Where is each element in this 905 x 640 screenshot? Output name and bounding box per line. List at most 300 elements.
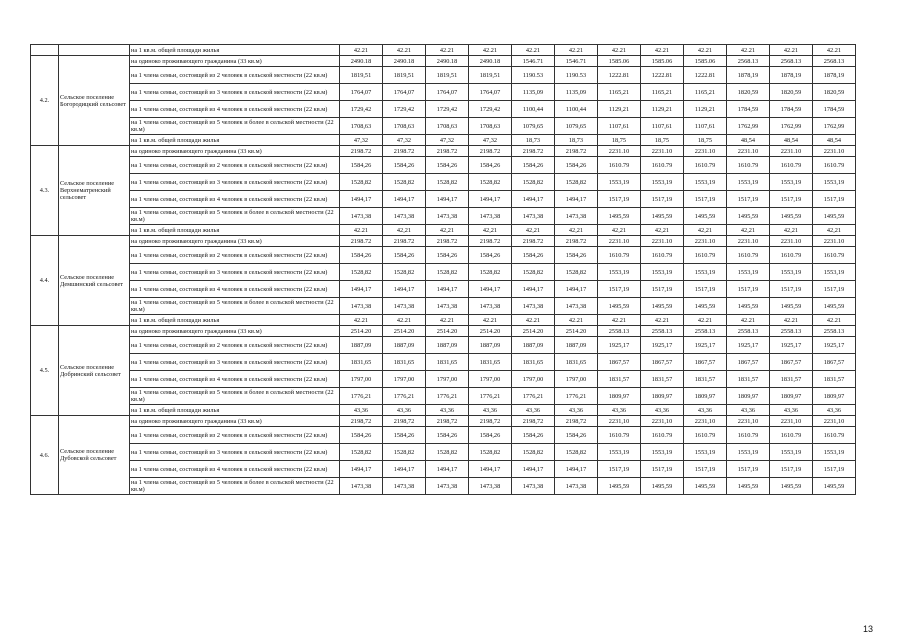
tariff-cell: 1610.79 [598, 247, 641, 264]
tariff-cell: 1784,59 [727, 101, 770, 118]
tariff-cell: 1473,38 [512, 298, 555, 315]
tariff-cell: 1820,59 [727, 84, 770, 101]
tariff-cell: 1610.79 [727, 157, 770, 174]
tariff-cell: 2198.72 [383, 236, 426, 247]
row-label: на 1 члена семьи, состоящей из 3 человек в сельской местности (22 кв.м) [130, 264, 340, 281]
tariff-cell: 1610.79 [813, 427, 856, 444]
section-name: Сельское поселение Верхнематренский сельсовет [59, 146, 130, 236]
tariff-cell: 1495,59 [641, 478, 684, 495]
tariff-cell: 1517,19 [770, 281, 813, 298]
tariff-cell: 1553,19 [813, 264, 856, 281]
tariff-cell: 2514.20 [383, 326, 426, 337]
tariff-cell: 42,21 [813, 225, 856, 236]
tariff-cell: 42.21 [555, 315, 598, 326]
tariff-cell: 1584,26 [512, 427, 555, 444]
tariff-cell: 1528,82 [512, 174, 555, 191]
tariff-cell: 2568.13 [813, 56, 856, 67]
tariff-cell: 1495,59 [598, 478, 641, 495]
tariff-cell: 1831,57 [684, 371, 727, 388]
tariff-cell: 1831,57 [770, 371, 813, 388]
tariff-cell: 1517,19 [684, 461, 727, 478]
tariff-cell: 2490.18 [340, 56, 383, 67]
tariff-cell: 1867,57 [770, 354, 813, 371]
tariff-cell: 18,73 [512, 135, 555, 146]
tariff-cell: 42.21 [340, 315, 383, 326]
tariff-cell: 1925,17 [684, 337, 727, 354]
tariff-cell: 1776,21 [426, 388, 469, 405]
tariff-cell: 1107,61 [641, 118, 684, 135]
table-row [31, 157, 856, 174]
table-row [31, 264, 856, 281]
tariff-cell: 43,36 [727, 405, 770, 416]
tariff-cell: 2198.72 [555, 146, 598, 157]
tariff-cell: 1610.79 [684, 427, 727, 444]
tariff-cell: 42.21 [512, 45, 555, 56]
table-row [31, 84, 856, 101]
tariff-cell: 1528,82 [469, 174, 512, 191]
tariff-cell: 1797,00 [469, 371, 512, 388]
tariff-cell: 2198,72 [426, 416, 469, 427]
section-name: Сельское поселение Богородицкий сельсовет [59, 56, 130, 146]
table-row [31, 56, 856, 67]
row-label: на 1 кв.м. общей площади жилья [130, 225, 340, 236]
tariff-cell: 1867,57 [684, 354, 727, 371]
tariff-cell: 1494,17 [383, 281, 426, 298]
row-label: на 1 члена семьи, состоящей из 2 человек в сельской местности (22 кв.м) [130, 247, 340, 264]
tariff-cell: 1610.79 [641, 157, 684, 174]
tariff-cell: 1528,82 [426, 444, 469, 461]
tariff-cell: 1584,26 [469, 427, 512, 444]
tariff-cell: 1517,19 [727, 461, 770, 478]
table-row [31, 146, 856, 157]
tariff-cell: 1764,07 [426, 84, 469, 101]
row-label: на 1 члена семьи, состоящей из 4 человек в сельской местности (22 кв.м) [130, 281, 340, 298]
tariff-cell: 2231,10 [598, 416, 641, 427]
tariff-cell: 1708,63 [426, 118, 469, 135]
tariff-cell: 1222.81 [598, 67, 641, 84]
tariff-cell: 2490.18 [426, 56, 469, 67]
tariff-cell: 1584,26 [383, 157, 426, 174]
tariff-cell: 48,54 [813, 135, 856, 146]
tariff-cell: 42.21 [383, 45, 426, 56]
tariff-cell: 1494,17 [555, 461, 598, 478]
section-code: 4.3. [31, 146, 59, 236]
tariff-cell: 1584,26 [426, 427, 469, 444]
tariff-cell: 1819,51 [340, 67, 383, 84]
tariff-cell: 1495,59 [813, 298, 856, 315]
tariff-cell: 2231.10 [770, 146, 813, 157]
tariff-cell: 1495,59 [684, 478, 727, 495]
tariff-cell: 1831,65 [340, 354, 383, 371]
tariff-cell: 1831,65 [426, 354, 469, 371]
tariff-cell: 1925,17 [641, 337, 684, 354]
tariff-cell: 42.21 [641, 45, 684, 56]
tariff-cell: 2198.72 [426, 236, 469, 247]
row-label: на 1 члена семьи, состоящей из 3 человек в сельской местности (22 кв.м) [130, 174, 340, 191]
row-label: на 1 члена семьи, состоящей из 3 человек в сельской местности (22 кв.м) [130, 444, 340, 461]
tariff-cell: 2231,10 [641, 416, 684, 427]
tariff-cell: 2231.10 [641, 146, 684, 157]
tariff-cell: 2568.13 [770, 56, 813, 67]
tariff-cell: 1528,82 [469, 264, 512, 281]
tariff-cell: 1553,19 [813, 174, 856, 191]
tariff-cell: 1190.53 [512, 67, 555, 84]
tariff-cell: 1553,19 [727, 264, 770, 281]
section-name: Сельское поселение Добринский сельсовет [59, 326, 130, 416]
tariff-cell: 1517,19 [813, 461, 856, 478]
section-name: Сельское поселение Демшинский сельсовет [59, 236, 130, 326]
tariff-cell: 1831,65 [512, 354, 555, 371]
tariff-cell: 42.21 [813, 45, 856, 56]
tariff-cell: 1729,42 [340, 101, 383, 118]
row-label: на 1 члена семьи, состоящей из 2 человек в сельской местности (22 кв.м) [130, 67, 340, 84]
tariff-cell: 1517,19 [641, 191, 684, 208]
tariff-cell: 42.21 [727, 45, 770, 56]
section-code: 4.5. [31, 326, 59, 416]
tariff-cell: 1495,59 [598, 298, 641, 315]
tariff-cell: 1887,09 [426, 337, 469, 354]
tariff-cell: 1584,26 [512, 157, 555, 174]
tariff-cell: 1494,17 [426, 461, 469, 478]
tariff-cell: 1553,19 [598, 264, 641, 281]
row-label: на 1 члена семьи, состоящей из 2 человек в сельской местности (22 кв.м) [130, 427, 340, 444]
tariff-cell: 1831,57 [813, 371, 856, 388]
tariff-cell: 2514.20 [555, 326, 598, 337]
tariff-cell: 1610.79 [770, 427, 813, 444]
tariff-cell: 1473,38 [426, 298, 469, 315]
tariff-cell: 1495,59 [684, 298, 727, 315]
tariff-cell: 43,36 [340, 405, 383, 416]
tariff-cell: 1610.79 [598, 427, 641, 444]
row-label: на одиноко проживающего гражданина (33 кв.м) [130, 236, 340, 247]
row-label: на 1 члена семьи, состоящей из 4 человек в сельской местности (22 кв.м) [130, 461, 340, 478]
tariff-cell: 42,21 [426, 225, 469, 236]
table-row [31, 461, 856, 478]
row-label: на 1 члена семьи, состоящей из 4 человек в сельской местности (22 кв.м) [130, 191, 340, 208]
tariff-cell: 1887,09 [340, 337, 383, 354]
tariff-cell: 1495,59 [641, 208, 684, 225]
tariff-cell: 42.21 [684, 315, 727, 326]
tariff-cell: 1517,19 [770, 461, 813, 478]
tariff-cell: 1584,26 [340, 247, 383, 264]
tariff-cell: 1517,19 [727, 281, 770, 298]
tariff-cell: 1584,26 [555, 157, 598, 174]
tariff-cell: 1809,97 [598, 388, 641, 405]
tariff-cell: 1528,82 [383, 174, 426, 191]
tariff-cell: 48,54 [727, 135, 770, 146]
tariff-cell: 1831,65 [555, 354, 598, 371]
tariff-cell: 43,36 [383, 405, 426, 416]
tariff-cell: 43,36 [598, 405, 641, 416]
tariff-cell: 1473,38 [555, 478, 598, 495]
tariff-cell: 1610.79 [770, 247, 813, 264]
tariff-cell: 2231.10 [813, 146, 856, 157]
tariff-cell: 43,36 [512, 405, 555, 416]
table-row [31, 225, 856, 236]
tariff-cell: 2558.13 [813, 326, 856, 337]
tariff-cell: 42.21 [426, 45, 469, 56]
tariff-cell: 42,21 [641, 225, 684, 236]
tariff-cell: 2558.13 [641, 326, 684, 337]
tariff-cell: 1473,38 [383, 298, 426, 315]
tariff-cell: 1784,59 [813, 101, 856, 118]
tariff-cell: 2198.72 [426, 146, 469, 157]
page-number: 13 [862, 624, 873, 634]
tariff-cell: 43,36 [684, 405, 727, 416]
tariff-cell: 1546.71 [512, 56, 555, 67]
tariff-cell: 2231.10 [684, 236, 727, 247]
tariff-cell: 42.21 [469, 45, 512, 56]
tariff-cell: 1528,82 [555, 444, 598, 461]
tariff-cell: 1494,17 [426, 191, 469, 208]
table-row [31, 174, 856, 191]
tariff-cell: 1517,19 [684, 281, 727, 298]
tariff-cell: 1831,65 [469, 354, 512, 371]
table-row [31, 326, 856, 337]
tariff-cell: 1797,00 [512, 371, 555, 388]
tariff-cell: 2198,72 [383, 416, 426, 427]
tariff-cell: 1129,21 [684, 101, 727, 118]
tariff-cell: 1494,17 [469, 281, 512, 298]
tariff-cell: 42.21 [512, 315, 555, 326]
tariff-cell: 1135,09 [555, 84, 598, 101]
tariff-cell: 2558.13 [598, 326, 641, 337]
tariff-cell: 1610.79 [727, 427, 770, 444]
row-label: на 1 члена семьи, состоящей из 3 человек в сельской местности (22 кв.м) [130, 354, 340, 371]
tariff-cell: 42,21 [598, 225, 641, 236]
row-label: на 1 кв.м. общей площади жилья [130, 45, 340, 56]
tariff-cell: 1584,26 [469, 157, 512, 174]
tariff-cell: 42,21 [684, 225, 727, 236]
tariff-cell: 1925,17 [598, 337, 641, 354]
tariff-cell: 1797,00 [555, 371, 598, 388]
row-label: на 1 кв.м. общей площади жилья [130, 135, 340, 146]
table-row [31, 388, 856, 405]
tariff-cell: 1809,97 [813, 388, 856, 405]
tariff-cell: 1165,21 [598, 84, 641, 101]
tariff-cell: 1584,26 [426, 157, 469, 174]
tariff-cell: 42.21 [340, 45, 383, 56]
tariff-cell: 1584,26 [426, 247, 469, 264]
row-label: на 1 члена семьи, состоящей из 3 человек в сельской местности (22 кв.м) [130, 84, 340, 101]
tariff-cell: 1610.79 [684, 157, 727, 174]
tariff-cell: 1135,09 [512, 84, 555, 101]
tariff-cell: 1494,17 [340, 461, 383, 478]
tariff-cell: 42,21 [512, 225, 555, 236]
table-row [31, 405, 856, 416]
tariff-cell: 1584,26 [469, 247, 512, 264]
tariff-cell: 1553,19 [684, 264, 727, 281]
tariff-cell: 1610.79 [641, 247, 684, 264]
tariff-cell: 1190.53 [555, 67, 598, 84]
tariff-cell: 1079,65 [555, 118, 598, 135]
tariff-cell: 1473,38 [340, 208, 383, 225]
tariff-cell: 1764,07 [469, 84, 512, 101]
tariff-cell: 2568.13 [727, 56, 770, 67]
tariff-cell: 1809,97 [727, 388, 770, 405]
section-name: Сельское поселение Дубовской сельсовет [59, 416, 130, 495]
tariff-cell: 2231,10 [684, 416, 727, 427]
tariff-cell: 18,75 [684, 135, 727, 146]
tariff-cell: 43,36 [469, 405, 512, 416]
tariff-cell: 2231.10 [813, 236, 856, 247]
tariff-cell: 1494,17 [469, 191, 512, 208]
tariff-cell: 1222.81 [641, 67, 684, 84]
tariff-cell: 18,75 [598, 135, 641, 146]
tariff-cell: 2514.20 [426, 326, 469, 337]
tariff-cell: 2514.20 [512, 326, 555, 337]
tariff-cell: 2198.72 [469, 236, 512, 247]
tariff-cell: 1495,59 [684, 208, 727, 225]
tariff-cell: 1517,19 [813, 191, 856, 208]
tariff-cell: 1878,19 [770, 67, 813, 84]
tariff-cell: 1553,19 [770, 264, 813, 281]
tariff-cell: 1494,17 [340, 191, 383, 208]
row-label: на одиноко проживающего гражданина (33 кв.м) [130, 326, 340, 337]
section-code [31, 45, 59, 56]
tariff-cell: 2514.20 [469, 326, 512, 337]
tariff-cell: 1925,17 [727, 337, 770, 354]
tariff-cell: 1764,07 [340, 84, 383, 101]
tariff-cell: 1495,59 [813, 208, 856, 225]
tariff-cell: 1494,17 [512, 461, 555, 478]
tariff-cell: 1495,59 [727, 298, 770, 315]
tariff-cell: 1107,61 [598, 118, 641, 135]
tariff-cell: 42.21 [684, 45, 727, 56]
tariff-cell: 1100,44 [555, 101, 598, 118]
tariff-cell: 1925,17 [770, 337, 813, 354]
tariff-cell: 1165,21 [684, 84, 727, 101]
tariff-cell: 1553,19 [684, 174, 727, 191]
tariff-cell: 1610.79 [598, 157, 641, 174]
tariff-cell: 1584,26 [383, 247, 426, 264]
tariff-cell: 2231,10 [727, 416, 770, 427]
table-row [31, 416, 856, 427]
tariff-cell: 42.21 [727, 315, 770, 326]
tariff-cell: 1473,38 [512, 208, 555, 225]
tariff-cell: 1517,19 [641, 461, 684, 478]
row-label: на 1 кв.м. общей площади жилья [130, 405, 340, 416]
tariff-cell: 1473,38 [426, 478, 469, 495]
tariff-cell: 1584,26 [555, 247, 598, 264]
tariff-cell: 1129,21 [598, 101, 641, 118]
tariff-cell: 1107,61 [684, 118, 727, 135]
tariff-cell: 2231.10 [727, 236, 770, 247]
tariff-cell: 1553,19 [641, 444, 684, 461]
tariff-cell: 1819,51 [469, 67, 512, 84]
tariff-cell: 42,21 [727, 225, 770, 236]
tariff-cell: 2231,10 [770, 416, 813, 427]
tariff-cell: 1553,19 [727, 174, 770, 191]
row-label: на одиноко проживающего гражданина (33 кв.м) [130, 146, 340, 157]
tariff-cell: 1528,82 [426, 174, 469, 191]
tariff-cell: 42,21 [555, 225, 598, 236]
tariff-cell: 42.21 [813, 315, 856, 326]
tariff-cell: 1495,59 [598, 208, 641, 225]
tariff-cell: 1528,82 [469, 444, 512, 461]
table-row [31, 45, 856, 56]
tariff-cell: 1867,57 [727, 354, 770, 371]
tariff-cell: 43,36 [770, 405, 813, 416]
table-row [31, 247, 856, 264]
table-row [31, 208, 856, 225]
row-label: на одиноко проживающего гражданина (33 кв.м) [130, 416, 340, 427]
tariff-cell: 1831,57 [598, 371, 641, 388]
tariff-cell: 1776,21 [469, 388, 512, 405]
tariff-cell: 18,73 [555, 135, 598, 146]
tariff-cell: 1610.79 [813, 247, 856, 264]
tariff-cell: 1495,59 [727, 208, 770, 225]
row-label: на 1 кв.м. общей площади жилья [130, 315, 340, 326]
tariff-cell: 1494,17 [555, 191, 598, 208]
tariff-cell: 2231.10 [770, 236, 813, 247]
tariff-cell: 43,36 [813, 405, 856, 416]
tariff-cell: 1495,59 [813, 478, 856, 495]
tariff-cell: 1528,82 [555, 264, 598, 281]
tariff-cell: 1887,09 [555, 337, 598, 354]
tariff-cell: 1473,38 [555, 208, 598, 225]
tariff-cell: 18,75 [641, 135, 684, 146]
tariff-cell: 1553,19 [727, 444, 770, 461]
tariff-cell: 1546.71 [555, 56, 598, 67]
tariff-cell: 47,32 [469, 135, 512, 146]
table-row [31, 298, 856, 315]
tariff-cell: 1867,57 [598, 354, 641, 371]
tariff-cell: 1867,57 [641, 354, 684, 371]
tariff-cell: 1809,97 [770, 388, 813, 405]
tariff-cell: 1079,65 [512, 118, 555, 135]
tariff-cell: 1494,17 [383, 461, 426, 478]
tariff-cell: 1528,82 [383, 264, 426, 281]
tariff-cell: 1610.79 [727, 247, 770, 264]
row-label: на одиноко проживающего гражданина (33 кв.м) [130, 56, 340, 67]
tariff-cell: 1553,19 [770, 444, 813, 461]
tariff-cell: 1729,42 [383, 101, 426, 118]
section-code: 4.6. [31, 416, 59, 495]
tariff-cell: 1222.81 [684, 67, 727, 84]
tariff-cell: 42.21 [469, 315, 512, 326]
tariff-cell: 1517,19 [598, 461, 641, 478]
tariff-cell: 1494,17 [512, 281, 555, 298]
tariff-cell: 1729,42 [469, 101, 512, 118]
tariff-cell: 43,36 [641, 405, 684, 416]
tariff-cell: 1517,19 [813, 281, 856, 298]
tariff-cell: 1925,17 [813, 337, 856, 354]
tariff-cell: 2558.13 [684, 326, 727, 337]
tariff-cell: 42.21 [340, 225, 383, 236]
tariff-cell: 1528,82 [512, 444, 555, 461]
tariff-cell: 1585.06 [598, 56, 641, 67]
tariff-cell: 1776,21 [512, 388, 555, 405]
tariff-table-body [31, 45, 856, 495]
tariff-cell: 1708,63 [383, 118, 426, 135]
tariff-cell: 1585.06 [684, 56, 727, 67]
tariff-cell: 1473,38 [383, 208, 426, 225]
tariff-cell: 1831,65 [383, 354, 426, 371]
tariff-cell: 1473,38 [469, 298, 512, 315]
tariff-cell: 42.21 [770, 45, 813, 56]
tariff-cell: 1129,21 [641, 101, 684, 118]
tariff-cell: 1819,51 [383, 67, 426, 84]
tariff-cell: 2231,10 [813, 416, 856, 427]
tariff-cell: 1495,59 [641, 298, 684, 315]
tariff-cell: 1100,44 [512, 101, 555, 118]
tariff-cell: 1610.79 [641, 427, 684, 444]
table-row [31, 236, 856, 247]
tariff-cell: 1494,17 [426, 281, 469, 298]
tariff-cell: 1708,63 [340, 118, 383, 135]
table-row [31, 371, 856, 388]
